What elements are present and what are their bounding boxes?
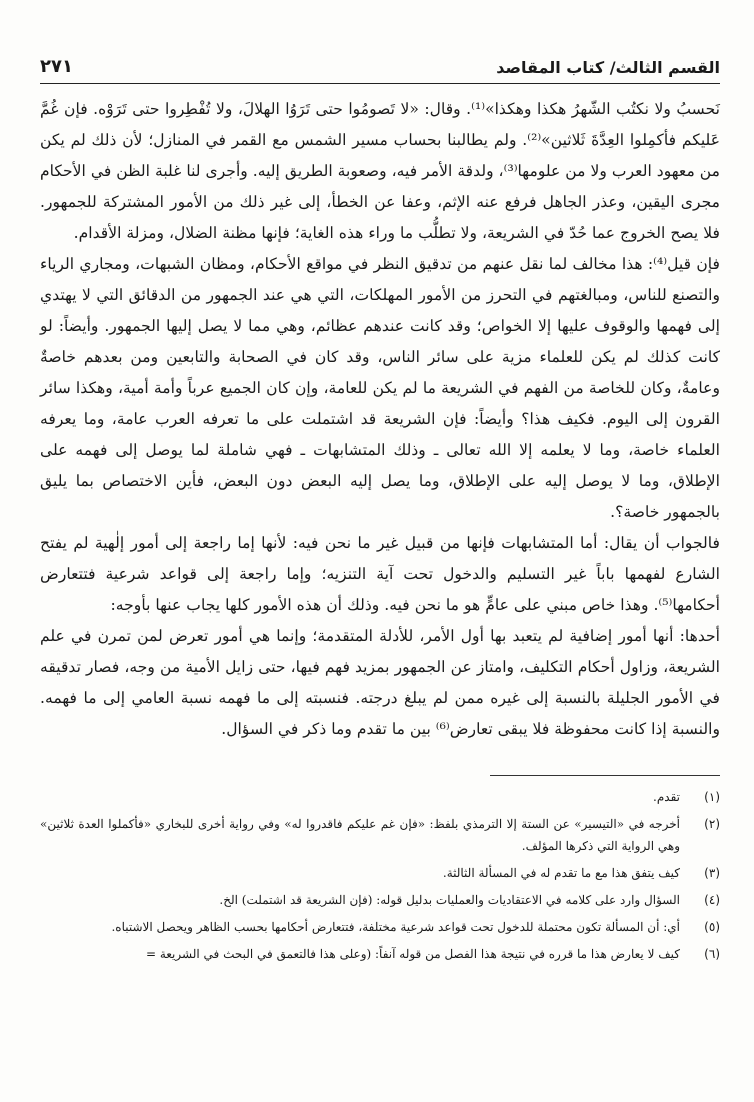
paragraph-4: أحدها: أنها أمور إضافية لم يتعبد بها أول الأمر، للأدلة المتقدمة؛ وإنما هي أمور تعرض لمن تمرن في علم الشريعة، وزاول أحكام التكليف، وامتاز عن الجمهور بمزيد فهم فيها، حتى زايل الأمية من وجه، فصار تدقيقه في الأمور الجليلة بالنسبة إلى غيره ممن لم يبلغ درجته. فنسبته إلى ما فهمه نسبة العامي إلى ما فهمه. والنسبة إذا كانت محفوظة فلا يبقى تعارض⁽⁶⁾ بين ما تقدم وما ذكر في السؤال.: [40, 627, 720, 738]
page-number: ٢٧١: [40, 56, 73, 77]
footnote-text: كيف لا يعارض هذا ما قرره في نتيجة هذا الفصل من قوله آنفاً: (وعلى هذا فالتعمق في البحث في الشريعة =: [145, 947, 680, 961]
book-page: [40, 56, 720, 970]
main-text: [40, 94, 720, 745]
footnote-number: (٢): [704, 817, 720, 831]
footnotes: [40, 786, 720, 965]
footnote: [40, 813, 720, 857]
page-header: [40, 56, 720, 84]
footnotes-divider: [490, 775, 720, 776]
footnote-text: تقدم.: [653, 790, 680, 804]
footnote-number: (١): [704, 790, 720, 804]
footnote-text: أي: أن المسألة تكون محتملة للدخول تحت قواعد شرعية مختلفة، فتتعارض أحكامها بحسب الظاهر ويحصل الاشتباه.: [111, 920, 680, 934]
running-title: القسم الثالث/ كتاب المقاصد: [496, 58, 720, 77]
footnote-number: (٥): [704, 920, 720, 934]
footnote: [40, 916, 720, 938]
paragraph-1: نَحسبُ ولا نكتُب الشّهرُ هكذا وهكذا»⁽¹⁾. وقال: «لا تَصومُوا حتى تَرَوُا الهلالَ، ولا تُفْطِروا حتى تَرَوْه. فإن غُمَّ عَليكم فأكمِلوا العِدَّةَ ثَلاثين»⁽²⁾. ولم يطالبنا بحساب مسير الشمس مع القمر في المنازل؛ لأن ذلك لم يكن من معهود العرب ولا من علومها⁽³⁾، ولدقة الأمر فيه، وصعوبة الطريق إليه. وأجرى لنا غلبة الظن في الأحكام مجرى اليقين، وعذر الجاهل فرفع عنه الإثم، وعفا عن الخطأ، إلى غير ذلك من الأمور المشتركة للجمهور. فلا يصح الخروج عما حُدّ في الشريعة، ولا تطلُّب ما وراء هذه الغاية؛ فإنها مظنة الضلال، ومزلة الأقدام.: [40, 100, 720, 242]
footnote: [40, 889, 720, 911]
paragraph-2: فإن قيل⁽⁴⁾: هذا مخالف لما نقل عنهم من تدقيق النظر في مواقع الأحكام، ومظان الشبهات، ومجاري الرياء والتصنع للناس، ومبالغتهم في التحرز من الأمور المهلكات، التي هي عند الجمهور من الدقائق التي لا يهتدي إلى فهمها والوقوف عليها إلا الخواص؛ وقد كانت عندهم عظائم، وهي مما لا يصل إليها الجمهور. وأيضاً: لو كانت كذلك لم يكن للعلماء مزية على سائر الناس، وقد كان في الصحابة والتابعين ومن بعدهم خاصةٌ وعامةٌ، وكان للخاصة من الفهم في الشريعة ما لم يكن للعامة، وإن كان الجميع عرباً وأمة أمية، وهكذا سائر القرون إلى اليوم. فكيف هذا؟ وأيضاً: فإن الشريعة قد اشتملت على ما تعرفه العرب عامة، وما يعرفه العلماء خاصة، وما لا يعلمه إلا الله تعالى ـ وذلك المتشابهات ـ فهي شاملة لما يوصل إلى فهمه على الإطلاق، وما لا يوصل إليه على الإطلاق، وما يصل إليه البعض دون البعض، فأين الاختصاص بما يليق بالجمهور خاصة؟.: [40, 255, 721, 521]
footnote-text: أخرجه في «التيسير» عن الستة إلا الترمذي بلفظ: «فإن غم عليكم فاقدروا له» وفي رواية أخرى للبخاري «فأكملوا العدة ثلاثين» وهي الرواية التي ذكرها المؤلف.: [40, 817, 680, 853]
paragraph-3: فالجواب أن يقال: أما المتشابهات فإنها من قبيل غير ما نحن فيه: لأنها إما راجعة إلى أمور إلٰهية لم يفتح الشارع لفهمها باباً غير التسليم والدخول تحت آية التنزيه؛ وإما راجعة إلى قواعد شرعية فتتعارض أحكامها⁽⁵⁾. وهذا خاص مبني على عامٍّ هو ما نحن فيه. وذلك أن هذه الأمور كلها يجاب عنها بأوجه:: [40, 534, 720, 614]
footnote-text: كيف يتفق هذا مع ما تقدم له في المسألة الثالثة.: [442, 866, 680, 880]
footnote: [40, 786, 720, 808]
footnote: [40, 943, 720, 965]
footnote-number: (٤): [704, 893, 720, 907]
footnote-number: (٣): [704, 866, 720, 880]
footnote: [40, 862, 720, 884]
footnote-number: (٦): [704, 947, 720, 961]
footnote-text: السؤال وارد على كلامه في الاعتقاديات والعمليات بدليل قوله: (فإن الشريعة قد اشتملت) الخ.: [219, 893, 680, 907]
